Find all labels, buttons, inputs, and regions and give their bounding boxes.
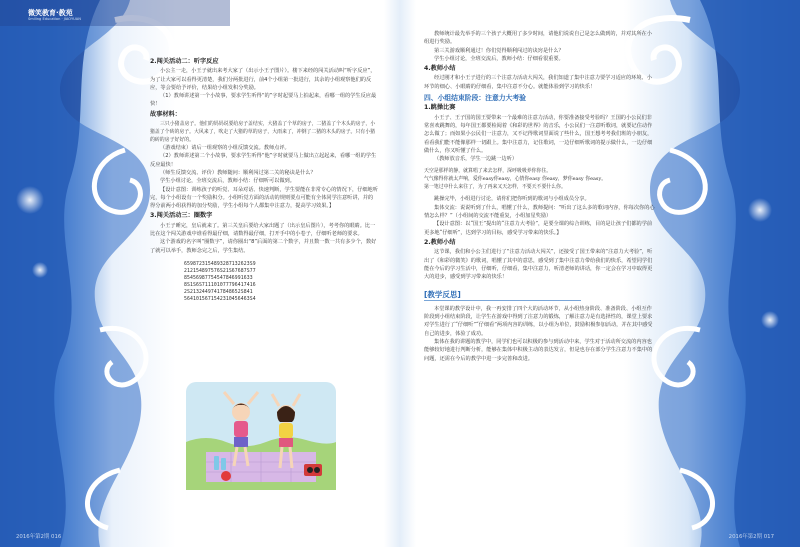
teaching-reflection xyxy=(424,291,656,362)
paragraph: 第三关游戏顺利通过！你们觉得顺利闯过的诀窍是什么？ xyxy=(434,47,564,54)
section-title: 2.教师小结 xyxy=(424,238,456,246)
magazine-tagline: Smiling Education · JIAOYUAN xyxy=(28,17,81,21)
right-page-body xyxy=(424,30,656,363)
digit-row: 212154897576S21S67687S77 xyxy=(184,268,256,274)
left-page-body xyxy=(150,56,378,307)
lyrics-line: 气气像得你就太声响，爱你easy你easy，心情你easy 你easy，梦你easy 你easy。 xyxy=(424,176,607,183)
paragraph: 学生小组讨论，全班交流后，教师小结：仔细听可以做到。 xyxy=(160,178,295,185)
paragraph: 集体交流：说说听到了什么，唱懂了什么，教师提问：“听出了这么多的歌词内容，你每次你的心情怎么样？”（小组间的交流不能重复，小组加星奖励） xyxy=(424,204,655,220)
magazine-title: 微笑教育·教苑 xyxy=(28,9,73,17)
page-folio-right: 2016年第2期 017 xyxy=(728,534,774,540)
digit-row: 2S21324497417848652S841 xyxy=(184,289,253,295)
paragraph: 小王子睡完，皇后就来了。第三关皇后要给大家出题了（出示皇后图片），考考你的眼睛。比一比在这个闯关游戏中谁看得最仔细，请数得最仔细，打开手中的小卷子，仔细听老师的要求。 xyxy=(150,222,376,238)
paragraph: （1）教师讲述第一个小故事，要求学生听得“的”字时起要马上拍起来，看哪一组的学生反应最快！ xyxy=(150,93,377,108)
lyrics-line: 天空是那样的静，就算唱了来去怎样，深呼吸吸养你你住。 xyxy=(424,168,552,175)
section-title: 1.跳操比赛 xyxy=(424,104,456,112)
stage-title: 四、小组结束阶段：注意力大考验 xyxy=(424,94,526,103)
page-folio-left: 2016年第2期 016 xyxy=(16,534,62,540)
reflection-paragraph: 本堂课的教学设计中，我一再安排了四个大的活动环节，从小组热身阶段、准备阶段、小组互作阶段到小组结束阶段，让学生在游戏中得到了注意力的锻炼，了解注意力是有选择性的，课堂上要求对学生进行了“仔细听”“仔细看”两项内容的训练，以小组为单位，鼓励积极参加活动，并在其中感受自己的进步，体验了成功。 xyxy=(424,305,653,337)
exercising-girls-illustration xyxy=(186,382,336,490)
lyrics-line: 第一笔过中什么来往了，为了再来又天怎样，不要天不要什么你。 xyxy=(424,184,566,191)
digit-row: 5641015671542310456463S4 xyxy=(184,296,256,302)
digit-row: 6598723154893287132623S9 xyxy=(184,261,256,267)
paragraph: 教师统计最先举手的三个孩子大概用了多少时间，请他们说说自己是怎么做到的，并对其所在小组进行奖励。 xyxy=(424,31,652,46)
digit-puzzle xyxy=(184,261,378,303)
story-text: 三只小猪盖房子。他们的妈妈说要给房子盖结实，大猪盖了个草的房子，二猪盖了个木头的房子，小猪盖了个砖的房子。大风来了，吹走了大猪的草的房子，大雨来了，冲倒了二猪的木头的房子。只有小猪的砖的房子好好的。 xyxy=(150,121,376,144)
section-title: 4.教师小结 xyxy=(424,65,456,73)
reflection-title: [教学反思] xyxy=(424,291,581,300)
paragraph: 学生小组讨论，全班交流后，教师小结：仔细看很重要。 xyxy=(434,55,564,62)
section-title: 2.闯关活动二：听字反应 xyxy=(150,58,219,65)
paragraph: 跳操完毕，小组进行讨论，请你们把你听到的歌词与小组成员分享。 xyxy=(434,196,590,203)
paragraph: （教师放音乐，学生一边跳一边听） xyxy=(434,156,518,163)
paragraph: （游戏结束）请后一组观察的小组反馈交流。教师点评。 xyxy=(160,145,290,152)
paragraph: （师生反馈交流、评价）教师随问：顺利闯过第二关的秘诀是什么？ xyxy=(160,169,316,176)
reflection-paragraph: 集体在我的讲题的教学中，同学们也可以积极的参与到活动中来，学生对于活动所交流的内容也能够较好地进行判断分析，能够在集体中积极主动的表达发言，但是也存在部分学生注意力不集中的问题，还需在今后的教学中进一步完善和改进。 xyxy=(424,338,653,362)
right-page xyxy=(400,0,800,547)
paragraph: 这个游戏的名字叫“圈数字”，请你圈出“8”后面的第二个数字，并且数一数一共有多少个，数好了就可以举手，教师念完之后，学生集结。 xyxy=(150,239,377,254)
section-title: 3.闯关活动三：圈数字 xyxy=(150,212,213,220)
paragraph: 这节课，我们和小公主们进行了“注意力活动大闯关”，还接受了国王带来的“注意力大考验”，听出了《和彩的微笑》的歌词，唱懂了其中的意思，感受到了集中注意力带给我们的快乐，希望同学们能在今后的学习生活中，仔细听，仔细看，集中注意力，听清老师的讲话，你一定会在学习中取得更大的进步，感受到学习带来的快乐！ xyxy=(424,249,653,281)
story-heading: 故事材料： xyxy=(150,110,181,118)
digit-row: 85456987754547846991633 xyxy=(184,275,253,281)
design-note: 【设计意图：以“国王”提出的“注意力大考验”，是要全课的综合训练，目的是让孩子们都的学前更多地“仔细听”，达到学习的目标，感受学习带来的快乐。】 xyxy=(424,221,653,236)
paragraph: （2）教师讲述第二个小故事，要求学生听得“他”字时就要马上做出立起起来，看哪一组的学生反应最快！ xyxy=(150,153,377,168)
paragraph: 小王子、王子国的国王要带来一个最难的注意力活动，你要准备接受考验吗？王国的小公民们非常喜欢跳舞的，每年国王都要检阅着《和彩的世界》的音乐，小公民们一注意听歌词，就要记住动作怎么做了；而如果小公民们一注意力，又不记得歌词里面说了些什么，国王想考考我们班的小朋友，看看我们能不能像那样一切跟上。集中注意力，记住歌词，一边仔细听歌词的提示做什么，一边仔细做什么，你又听懂了什么。 xyxy=(424,114,653,154)
paragraph: 小公主一走，小王子就出来考大家了（出示小王子图片）。楼下来经的闯关活动叫“听字反应”，为了让大家可以看得更清楚，我们分两批进行，前4个小组第一批进行，其余的小组观察他们的反应，等会要给予评价，结果给小组发积分奖励。 xyxy=(150,68,376,91)
digit-row: 8S1S6S711101077796417416 xyxy=(184,282,256,288)
paragraph: 经过刚才和小王子进行的三个注意力活动大闯关，我们知道了集中注意力要学习适应的环境、小环节的细心、小眼睛的仔细看，集中注意不分心。就能体验到学习的快乐！ xyxy=(424,75,652,90)
design-note: 【设计意图：训练孩子的听觉、耳朵对话、快速判断，学生要能在非常专心的情况下，仔细地听完，每个小组设有一个奖励积分。小组听觉方面的活动的规则要点可能有全体同学注意听讲，并的得分前两小组获得的加分奖励，学生小组每个人都集中注意力，提高学习效果。】 xyxy=(150,186,378,210)
